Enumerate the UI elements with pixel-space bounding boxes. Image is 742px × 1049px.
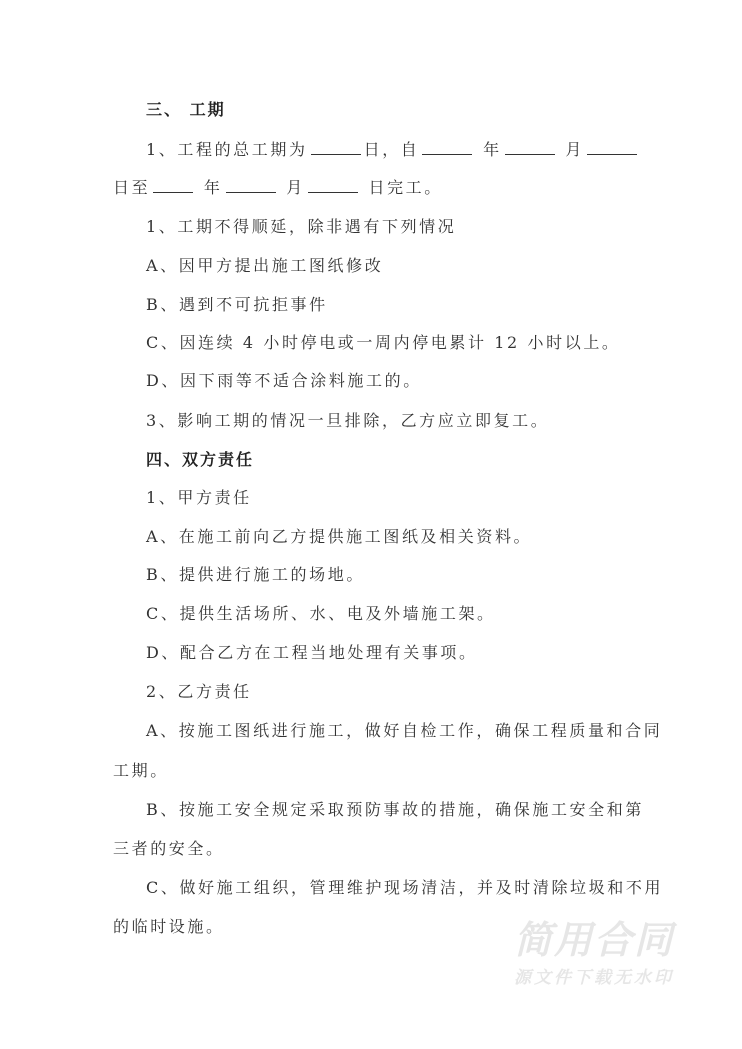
- party-a-item-b: B、提供进行施工的场地。: [146, 565, 365, 584]
- start-day-blank[interactable]: [587, 140, 637, 155]
- end-month-blank[interactable]: [226, 178, 276, 193]
- party-b-item-c-cont: 的临时设施。: [113, 917, 225, 936]
- delay-case-c: C、因连续 4 小时停电或一周内停电累计 12 小时以上。: [146, 333, 621, 352]
- start-month-blank[interactable]: [505, 140, 555, 155]
- party-b-item-a: A、按施工图纸进行施工，做好自检工作，确保工程质量和合同: [146, 721, 663, 740]
- watermark-title: 简用合同: [514, 918, 675, 962]
- section-heading-schedule: 三、 工期: [146, 100, 226, 119]
- end-year-blank[interactable]: [153, 178, 193, 193]
- watermark: [514, 918, 694, 990]
- end-year-label: 年: [203, 178, 223, 197]
- end-to-label: 日至: [113, 178, 151, 197]
- delay-case-b: B、遇到不可抗拒事件: [146, 295, 328, 314]
- party-b-item-a-cont: 工期。: [113, 761, 169, 780]
- delay-case-a: A、因甲方提出施工图纸修改: [146, 256, 384, 275]
- party-a-title: 1、甲方责任: [146, 488, 252, 507]
- section-heading-responsibilities: 四、双方责任: [146, 450, 255, 469]
- party-b-item-b-cont: 三者的安全。: [113, 839, 225, 858]
- month-label: 月: [565, 140, 584, 159]
- end-month-label: 月: [286, 178, 305, 197]
- party-b-item-b: B、按施工安全规定采取预防事故的措施，确保施工安全和第: [146, 800, 644, 819]
- total-duration-label: 1、工程的总工期为: [146, 140, 308, 159]
- party-b-item-c: C、做好施工组织，管理维护现场清洁，并及时清除垃圾和不用: [146, 878, 664, 897]
- completion-label: 日完工。: [368, 178, 443, 197]
- delay-clause: 1、工期不得顺延，除非遇有下列情况: [146, 217, 457, 236]
- watermark-subtitle: 源文件下载无水印: [514, 968, 674, 988]
- party-a-item-a: A、在施工前向乙方提供施工图纸及相关资料。: [146, 527, 533, 546]
- end-day-blank[interactable]: [308, 178, 358, 193]
- party-a-item-c: C、提供生活场所、水、电及外墙施工架。: [146, 604, 496, 623]
- year-label: 年: [483, 140, 502, 159]
- party-a-item-d: D、配合乙方在工程当地处理有关事项。: [146, 643, 478, 662]
- end-date-line: [113, 178, 443, 198]
- total-duration-line: [146, 140, 640, 160]
- resume-clause: 3、影响工期的情况一旦排除，乙方应立即复工。: [146, 411, 550, 430]
- days-from-label: 日，自: [363, 140, 420, 159]
- days-blank[interactable]: [311, 140, 361, 155]
- delay-case-d: D、因下雨等不适合涂料施工的。: [146, 371, 422, 390]
- party-b-title: 2、乙方责任: [146, 682, 252, 701]
- start-year-blank[interactable]: [422, 140, 472, 155]
